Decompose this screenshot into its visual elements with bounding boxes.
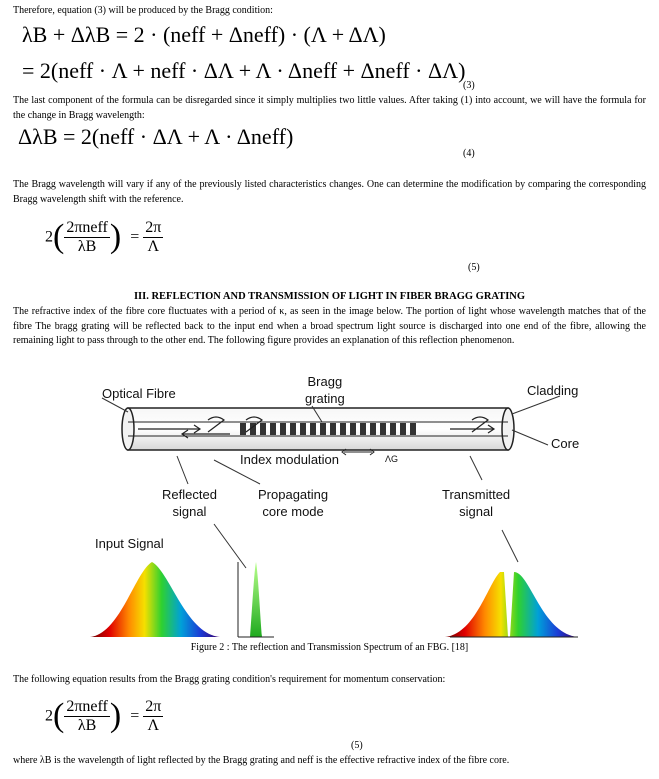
equation-5: 2( $\frac{\text{2πneff}}{\lambda B}$ ) = $\frac{2\pi}{\Lambda}$ — [45, 218, 162, 255]
equation-5-denominator: λB — [77, 237, 97, 255]
figure-caption: Figure 2 : The reflection and Transmission Spectrum of an FBG. [18] — [190, 642, 469, 653]
label-cladding: Cladding — [527, 383, 579, 398]
label-lambda-g: ΛG — [385, 454, 399, 464]
intro-text: Therefore, equation (3) will be produced by the Bragg condition: — [13, 5, 273, 16]
label-reflected-signal: Reflected signal — [162, 487, 217, 519]
transmitted-spectrum — [445, 572, 578, 637]
equation-5-numerator: 2πneff — [66, 218, 108, 236]
equation-4: ΔλB = 2(neff · ΔΛ + Λ · Δneff) — [18, 124, 294, 149]
equation-5-rhs-denominator: Λ — [147, 237, 160, 255]
label-optical-fibre: Optical Fibre — [102, 386, 176, 401]
section-heading: III. REFLECTION AND TRANSMISSION OF LIGHT IN FIBER BRAGG GRATING — [133, 291, 526, 302]
reflected-spectrum — [238, 562, 274, 637]
label-bragg-grating: Bragg grating — [305, 374, 345, 406]
input-spectrum — [90, 562, 220, 637]
equation-5b-rhs-numerator: 2π — [145, 697, 162, 715]
fibre-left-end — [122, 408, 134, 450]
paragraph-5: The following equation results from the Bragg grating condition's requirement for momentum conservation: — [13, 674, 446, 685]
equation-5b-number: (5) — [351, 740, 363, 751]
equation-5b-numerator: 2πneff — [66, 697, 108, 715]
label-index-modulation: Index modulation — [240, 452, 340, 467]
equation-5-number: (5) — [468, 262, 480, 273]
equation-5b-denominator: λB — [77, 716, 97, 734]
equation-3-line-2: = 2(neff · Λ + neff · ΔΛ + Λ · Δneff + Δneff · ΔΛ) — [22, 58, 466, 83]
label-propagating-core-mode: Propagating core mode — [258, 487, 329, 519]
equation-5-rhs-numerator: 2π — [145, 218, 162, 236]
equation-5b-rhs-denominator: Λ — [147, 716, 160, 734]
equation-5-repeat: 2( $\frac{\text{2πneff}}{\lambda B}$ ) = $\frac{2\pi}{\Lambda}$ — [45, 697, 162, 734]
paragraph-4: The refractive index of the fibre core fluctuates with a period of κ, as seen in the image below. The portion of light whose wavelength matches that of the fibre The bragg grating will be reflected back to the input end when a broad spectrum light source is discharged into one end of the fibre, allowing the remaining light to pass through to the other end. The following figure provides an explanation of this reflection phenomenon. — [13, 306, 646, 346]
paragraph-3: The Bragg wavelength will vary if any of the previously listed characteristics changes. One can determine the modification by comparing the corresponding Bragg wavelength shift with the reference. — [13, 179, 646, 205]
paragraph-6: where λB is the wavelength of light reflected by the Bragg grating and neff is the effective refractive index of the fibre core. — [13, 755, 510, 766]
equation-4-number: (4) — [463, 148, 475, 159]
equation-5b-coefficient: 2 — [45, 707, 53, 725]
equation-5-coefficient: 2 — [45, 228, 53, 246]
label-input-signal: Input Signal — [95, 536, 164, 551]
label-transmitted-signal: Transmitted signal — [442, 487, 511, 519]
equation-3-number: (3) — [463, 80, 475, 91]
paragraph-2: The last component of the formula can be disregarded since it simply multiplies two little values. After taking (1) into account, we will have the formula for the change in Bragg wavelength: — [13, 95, 646, 121]
equation-3-line-1: λB + ΔλB = 2 · (neff + Δneff) · (Λ + ΔΛ) — [22, 22, 386, 47]
label-core: Core — [551, 436, 580, 451]
